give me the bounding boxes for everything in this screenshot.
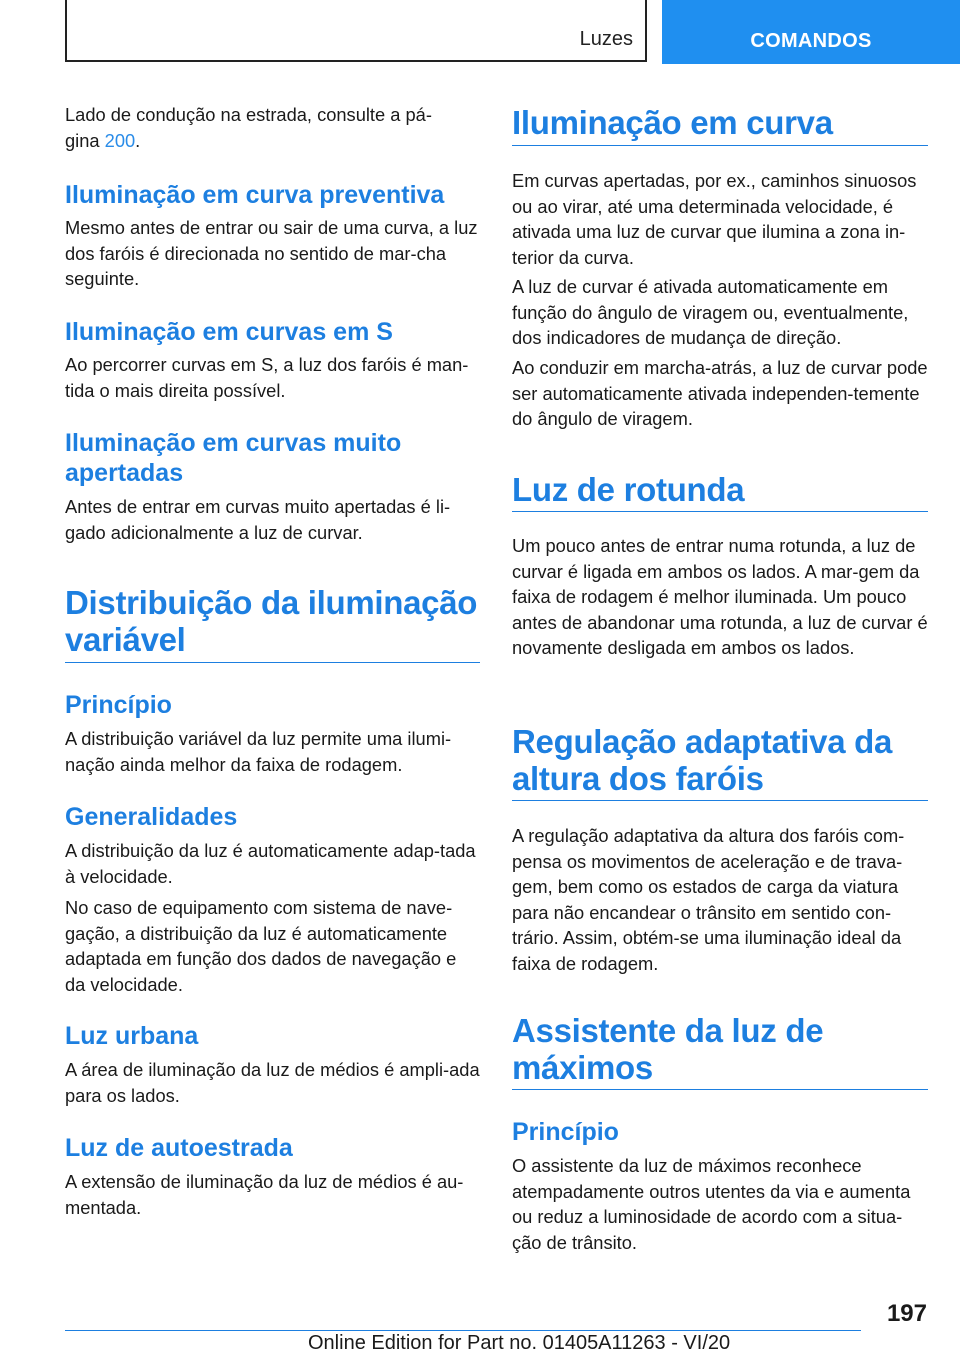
heading-luz-rotunda: Luz de rotunda	[512, 471, 745, 508]
paragraph-principio-right: O assistente da luz de máximos reconhece atempadamente outros utentes da via e aumenta ou reduz a luminosidade de acordo com a situa-ção de trânsito.	[512, 1155, 911, 1253]
heading-regulacao: Regulação adaptativa da altura dos faróis	[512, 723, 893, 797]
heading-curvas-muito-apertadas: Iluminação em curvas muito apertadas	[65, 429, 402, 487]
header-chapter-tab	[662, 0, 960, 64]
heading-curvas-em-s: Iluminação em curvas em S	[65, 318, 393, 346]
header-chapter-label: COMANDOS	[750, 29, 872, 52]
section-rule	[512, 511, 928, 512]
paragraph-regulacao: A regulação adaptativa da altura dos faróis com-pensa os movimentos de aceleração e de trava-gem, bem como os estados de carga da viatura para não encandear o trânsito em sentido con-trário. Assim, obtém-se uma iluminação ideal da faixa de rodagem.	[512, 825, 905, 974]
footer-rule	[65, 1330, 861, 1331]
paragraph-principio-left: A distribuição variável da luz permite uma ilumi-nação ainda melhor da faixa de rodagem.	[65, 728, 452, 775]
section-rule	[512, 1089, 928, 1090]
heading-assistente: Assistente da luz de máximos	[512, 1012, 824, 1086]
paragraph-curva-preventiva: Mesmo antes de entrar ou sair de uma curva, a luz dos faróis é direcionada no sentido de mar-cha seguinte.	[65, 217, 478, 289]
header-section-title: Luzes	[579, 28, 633, 50]
paragraph-curva-1: Em curvas apertadas, por ex., caminhos sinuosos ou ao virar, até uma determinada velocidade, é ativada uma luz de curvar que ilumina a zona in-terior da curva.	[512, 170, 917, 268]
header-frame	[65, 0, 647, 62]
paragraph-curva-2: A luz de curvar é ativada automaticamente em função do ângulo de viragem ou, eventualmente, dos indicadores de mudança de direção.	[512, 276, 909, 348]
heading-luz-urbana: Luz urbana	[65, 1022, 199, 1050]
heading-curva-preventiva: Iluminação em curva preventiva	[65, 181, 445, 209]
heading-principio-left: Princípio	[65, 691, 172, 719]
paragraph-generalidades-2: No caso de equipamento com sistema de nave-gação, a distribuição da luz é automaticamente adaptada em função dos dados de navegação e da velocidade.	[65, 897, 457, 995]
paragraph-curvas-muito-apertadas: Antes de entrar em curvas muito apertadas é li-gado adicionalmente a luz de curvar.	[65, 496, 451, 543]
intro-paragraph: Lado de condução na estrada, consulte a pá- gina 200.	[65, 104, 432, 151]
heading-distribuicao: Distribuição da iluminação variável	[65, 584, 478, 658]
heading-luz-autoestrada: Luz de autoestrada	[65, 1134, 293, 1162]
heading-iluminacao-curva: Iluminação em curva	[512, 104, 833, 141]
paragraph-luz-urbana: A área de iluminação da luz de médios é ampli-ada para os lados.	[65, 1059, 480, 1106]
paragraph-curva-3: Ao conduzir em marcha-atrás, a luz de curvar pode ser automaticamente ativada independen-temente do ângulo de viragem.	[512, 357, 928, 429]
section-rule	[512, 145, 928, 146]
paragraph-luz-rotunda: Um pouco antes de entrar numa rotunda, a luz de curvar é ligada em ambos os lados. A mar-gem da faixa de rodagem é melhor iluminada. Um pouco antes de abandonar uma rotunda, a luz de curvar é novamente desligada em ambos os lados.	[512, 535, 928, 658]
page-number: 197	[886, 1300, 927, 1327]
page-link[interactable]: 200	[104, 129, 136, 151]
paragraph-curvas-em-s: Ao percorrer curvas em S, a luz dos faróis é man-tida o mais direita possível.	[65, 354, 469, 401]
heading-principio-right: Princípio	[512, 1118, 619, 1146]
footer-edition: Online Edition for Part no. 01405A11263 - VI/20	[308, 1332, 731, 1354]
paragraph-luz-autoestrada: A extensão de iluminação da luz de médios é au-mentada.	[65, 1171, 464, 1218]
heading-generalidades: Generalidades	[65, 803, 238, 831]
section-rule	[65, 662, 480, 663]
section-rule	[512, 800, 928, 801]
paragraph-generalidades-1: A distribuição da luz é automaticamente adap-tada à velocidade.	[65, 840, 476, 887]
